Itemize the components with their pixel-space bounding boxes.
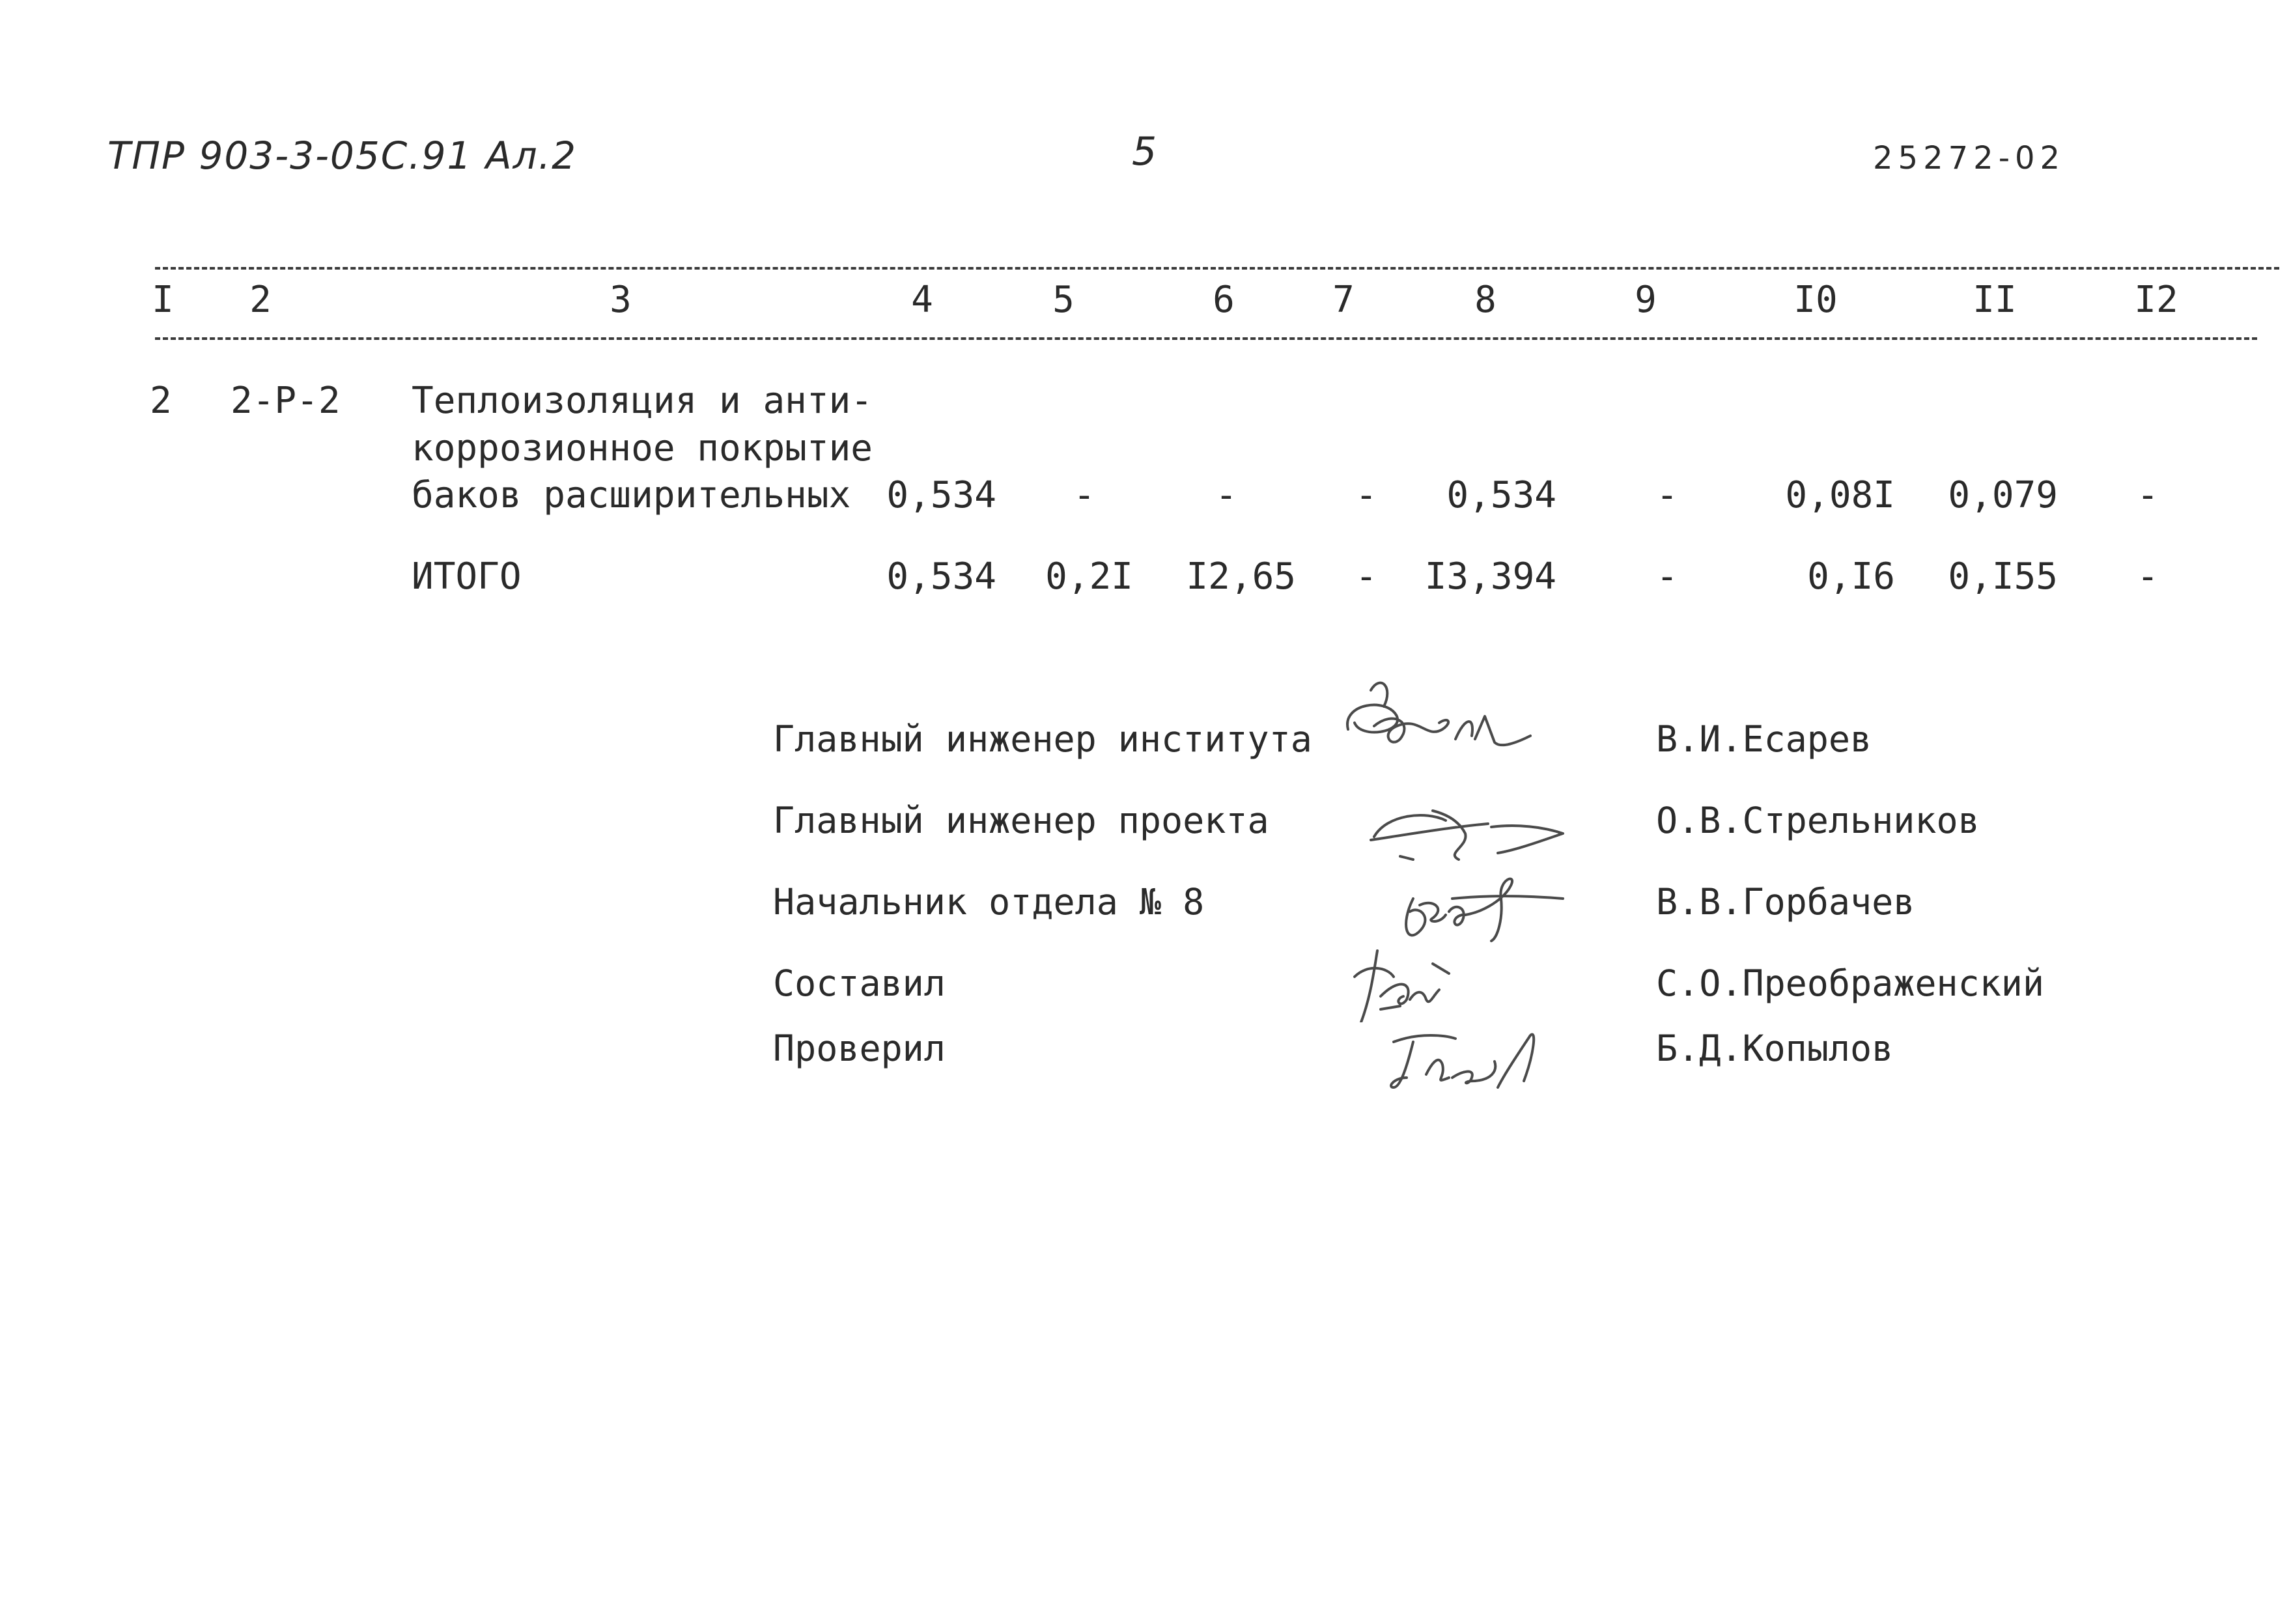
total-value-col12: -: [2137, 555, 2159, 598]
row-value-col12: -: [2137, 474, 2159, 516]
page-number: 5: [1132, 129, 1159, 175]
handwritten-signature: [1335, 1016, 1622, 1100]
signatory-name: В.И.Есарев: [1656, 718, 1872, 760]
row-value-col10: 0,08I: [1785, 474, 1895, 516]
row-value-col6: -: [1215, 474, 1237, 516]
total-value-col10: 0,I6: [1807, 555, 1895, 598]
row-description-line: баков расширительных: [412, 474, 851, 516]
column-number: 2: [249, 279, 272, 321]
column-number: 9: [1635, 279, 1657, 321]
row-number: 2: [150, 380, 172, 422]
table-top-rule: [155, 267, 2279, 270]
column-number: 6: [1213, 279, 1235, 321]
column-number: 5: [1052, 279, 1075, 321]
row-description-line: коррозионное покрытие: [412, 427, 873, 469]
column-number: I0: [1793, 279, 1838, 321]
total-value-col8: I3,394: [1424, 555, 1556, 598]
total-value-col9: -: [1656, 555, 1678, 598]
handwritten-signature: [1335, 860, 1622, 944]
signatory-title: Проверил: [773, 1028, 946, 1069]
total-label: ИТОГО: [412, 555, 522, 598]
total-value-col7: -: [1355, 555, 1377, 598]
signatory-title: Составил: [773, 962, 946, 1004]
document-code: ТПР 903-3-05С.91 Ал.2: [107, 133, 577, 178]
total-value-col5: 0,2I: [1045, 555, 1133, 598]
signatory-title: Начальник отдела № 8: [773, 881, 1205, 923]
row-value-col5: -: [1073, 474, 1095, 516]
signatory-name: С.О.Преображенский: [1656, 962, 2045, 1004]
row-value-col8: 0,534: [1446, 474, 1556, 516]
signatory-title: Главный инженер института: [773, 718, 1312, 760]
column-number: II: [1973, 279, 2017, 321]
row-description-line: Теплоизоляция и анти-: [412, 380, 873, 422]
column-number: I: [152, 279, 174, 321]
total-value-col6: I2,65: [1186, 555, 1296, 598]
table-header-rule: [155, 337, 2257, 340]
signatory-name: Б.Д.Копылов: [1656, 1028, 1894, 1069]
row-value-col4: 0,534: [886, 474, 996, 516]
column-number: I2: [2134, 279, 2178, 321]
signatory-title: Главный инженер проекта: [773, 800, 1269, 841]
signatory-name: О.В.Стрельников: [1656, 800, 1980, 841]
column-number: 7: [1332, 279, 1355, 321]
handwritten-signature: [1335, 677, 1622, 762]
row-value-col9: -: [1656, 474, 1678, 516]
signatory-name: В.В.Горбачев: [1656, 881, 1915, 923]
row-value-col11: 0,079: [1948, 474, 2058, 516]
total-value-col11: 0,I55: [1948, 555, 2058, 598]
total-value-col4: 0,534: [886, 555, 996, 598]
column-number: 8: [1474, 279, 1497, 321]
document-number: 25272-02: [1873, 140, 2066, 176]
row-value-col7: -: [1355, 474, 1377, 516]
row-code: 2-Р-2: [231, 380, 341, 422]
column-number: 4: [911, 279, 933, 321]
column-number: 3: [610, 279, 632, 321]
handwritten-signature: [1335, 938, 1622, 1022]
